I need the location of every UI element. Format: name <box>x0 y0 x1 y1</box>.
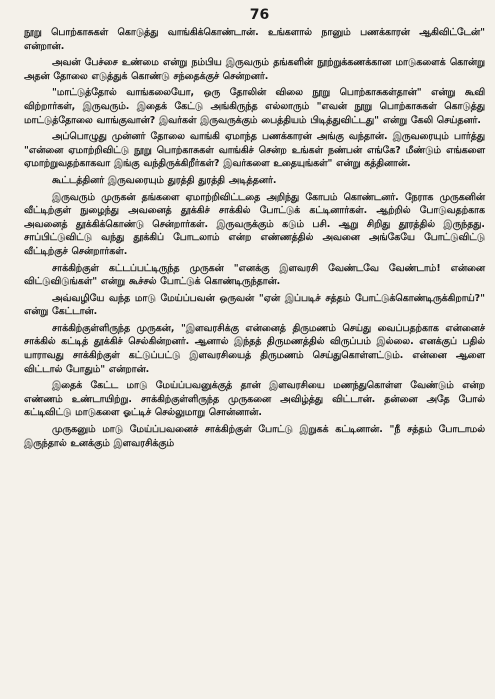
paragraph: இருவரும் முருகன் தங்களை ஏமாற்றிவிட்டதை அறிந்து கோபம் கொண்டனர். நேராக முருகனின் வீட்டிற்குள் நுழைந்து அவனைத் தூக்கிச் சாக்கில் போட்டுக் கட்டினார்கள். ஆற்றில் போடுவதற்காக அவனைத் தூக்கிக்கொண்டு சென்றார்கள். இருவருக்கும் கடும் பசி. ஆறு சிறிது தூரத்தில் இருந்தது. சாப்பிட்டுவிட்டு வந்து தூக்கிப் போடலாம் என்ற எண்ணத்தில் அவனை அங்கேயே போட்டுவிட்டு வீட்டிற்குச் சென்றார்கள். <box>24 191 485 257</box>
body-text <box>24 26 485 450</box>
paragraph: முருகனும் மாடு மேய்ப்பவனைச் சாக்கிற்குள் போட்டு இறுகக் கட்டினான். "நீ சத்தம் போடாமல் இருந்தால் உனக்கும் இளவரசிக்கும் <box>24 424 485 449</box>
paragraph: சாக்கிற்குள்ளிருந்த முருகன், "இளவரசிக்கு என்னைத் திருமணம் செய்து வைப்பதற்காக என்னைச் சாக்கில் கட்டித் தூக்கிச் செல்கின்றனர். ஆனால் இந்தத் திருமணத்தில் விருப்பம் இல்லை. எனக்குப் பதில் யாராவது சாக்கிற்குள் கட்டுப்பட்டு இளவரசியைத் திருமணம் செய்துகொள்ளட்டும். என்னை ஆளை விட்டால் போதும்" என்றான். <box>24 322 485 375</box>
paragraph: நூறு பொற்காசுகள் கொடுத்து வாங்கிக்கொண்டான். உங்களால் நானும் பணக்காரன் ஆகிவிட்டேன்" என்றான். <box>24 27 485 52</box>
paragraph: சாக்கிற்குள் கட்டப்பட்டிருந்த முருகன் "எனக்கு இளவரசி வேண்டவே வேண்டாம்! என்னை விட்டுவிடுங்கள்" என்று கூச்சல் போட்டுக் கொண்டிருந்தான். <box>24 262 485 288</box>
paragraph: அவன் பேச்சை உண்மை என்று நம்பிய இருவரும் தங்களின் நூற்றுக்கணக்கான மாடுகளைக் கொன்று அதன் தோலை எடுத்துக் கொண்டு சந்தைக்குச் சென்றனர். <box>24 57 485 82</box>
paragraph: "மாட்டுத்தோல் வாங்கலையோ, ஒரு தோலின் விலை நூறு பொற்காசுகள்தான்" என்று கூவி விற்றார்கள், இருவரும். இதைக் கேட்டு அங்கிருந்த எல்லாரும் "எவன் நூறு பொற்காசுகள் கொடுத்து மாட்டுத்தோலை வாங்குவான்? இவர்கள் இருவருக்கும் பைத்தியம் பிடித்துவிட்டது" என்று கேலி செய்தனர். <box>24 87 485 126</box>
paragraph: அப்பொழுது முன்னர் தோலை வாங்கி ஏமாந்த பணக்காரன் அங்கு வந்தான். இருவரையும் பார்த்து "என்னை ஏமாற்றிவிட்டு நூறு பொற்காசுகள் வாங்கிச் சென்ற உங்கள் நண்பன் எங்கே? மீண்டும் எங்களை ஏமாற்றுவதற்காகவா இங்கு வந்திருக்கிறீர்கள்? இவர்களை உதையுங்கள்" என்று கத்தினான். <box>24 131 485 170</box>
paragraph: அவ்வழியே வந்த மாடு மேய்ப்பவன் ஒருவன் "ஏன் இப்படிச் சத்தம் போட்டுக்கொண்டிருக்கிறாய்?" என்று கேட்டான். <box>24 292 485 318</box>
paragraph: இதைக் கேட்ட மாடு மேய்ப்பவனுக்குத் தான் இளவரசியை மணந்துகொள்ள வேண்டும் என்ற எண்ணம் உண்டாயிற்று. சாக்கிற்குள்ளிருந்த முருகனை அவிழ்த்து விட்டான். தன்னை அதே போல் கட்டிவிட்டு மாடுகளை ஓட்டிச் செல்லுமாறு சொன்னான். <box>24 380 485 419</box>
paragraph: கூட்டத்தினர் இருவரையும் துரத்தி துரத்தி அடித்தனர். <box>52 174 277 186</box>
page-number: 76 <box>249 7 270 23</box>
